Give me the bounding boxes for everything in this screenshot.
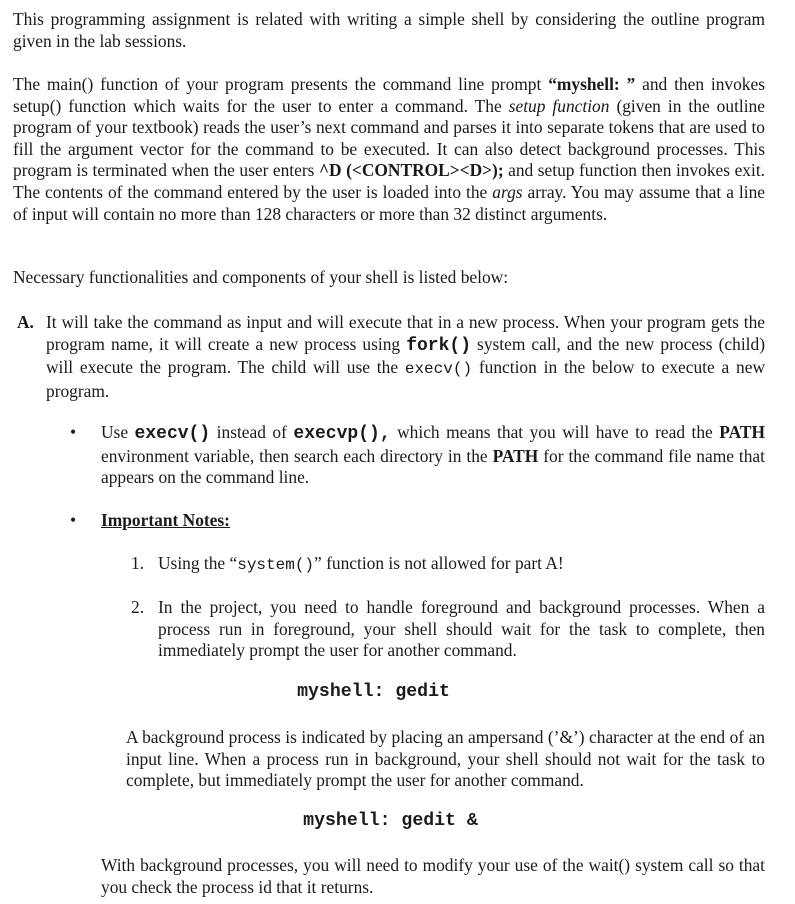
section-a-text-3: function in the below to execute a new program. bbox=[46, 357, 766, 401]
bullet-execv-text bbox=[101, 422, 765, 489]
execv-code-inline: execv() bbox=[404, 360, 473, 379]
main-text-4: and setup function then invokes exit. The contents of the command entered by the user is loaded into the bbox=[13, 160, 765, 202]
necessary-components-paragraph: Necessary functionalities and components of your shell is listed below: bbox=[13, 267, 509, 287]
section-a-text-2: system call, and the new process (child) will execute the program. The child will use the bbox=[46, 333, 765, 378]
note1-text-2: ” function is not allowed for part A! bbox=[314, 553, 564, 573]
note-2-number: 2. bbox=[131, 597, 145, 617]
section-a-text bbox=[46, 312, 765, 402]
bullet1-text-1: Use bbox=[101, 422, 135, 442]
bullet1-text-2: instead of bbox=[210, 422, 294, 442]
bullet1-text-4: environment variable, then search each directory in the bbox=[101, 445, 493, 466]
execv-code: execv() bbox=[134, 424, 211, 444]
bullet-execv bbox=[70, 422, 765, 489]
bullet1-text-3: which means that you will have to read the bbox=[390, 422, 720, 442]
important-notes-heading: Important Notes: bbox=[101, 510, 230, 530]
note-1-number: 1. bbox=[131, 553, 145, 573]
setup-function-text: setup function bbox=[508, 95, 610, 116]
myshell-prompt-text: “myshell: ” bbox=[548, 74, 636, 94]
args-text: args bbox=[492, 181, 523, 202]
section-a-label: A. bbox=[17, 312, 34, 332]
system-code: system() bbox=[237, 556, 315, 574]
path-text-1: PATH bbox=[719, 422, 765, 442]
note-1-text bbox=[158, 553, 765, 577]
note-1 bbox=[131, 553, 765, 577]
bullet-important-notes bbox=[70, 510, 765, 532]
main-text-1: The main() function of your program presents the command line prompt bbox=[13, 74, 549, 94]
ctrl-d-text: ^D (<CONTROL><D>); bbox=[318, 160, 504, 181]
bullet1-text-5: for the command file name that appears on the command line. bbox=[101, 445, 765, 488]
foreground-command-example: myshell: gedit bbox=[297, 682, 450, 702]
main-description-paragraph bbox=[13, 74, 765, 225]
background-process-paragraph: A background process is indicated by placing an ampersand (’&’) character at the end of an input line. When a process run in background, your shell should not wait for the task to complete, but immediately prompt the user for another command. bbox=[126, 727, 765, 791]
bullet-dot-1: • bbox=[70, 422, 77, 442]
main-text-3: (given in the outline program of your textbook) reads the user’s next command and parses it into separate tokens that are used to fill the argument vector for the command to be executed. It can also detect background processes. This program is terminated when the user enters bbox=[13, 95, 765, 181]
wait-system-call-paragraph: With background processes, you will need to modify your use of the wait() system call so that you check the process id that it returns. bbox=[101, 855, 765, 897]
fork-code: fork() bbox=[406, 335, 471, 356]
note-2-text: In the project, you need to handle foreground and background processes. When a process run in foreground, your shell should wait for the task to complete, then immediately prompt the user for another command. bbox=[158, 597, 765, 661]
main-text-2: and then invokes setup() function which waits for the user to enter a command. The bbox=[13, 74, 765, 116]
background-command-example: myshell: gedit & bbox=[303, 811, 478, 831]
section-a-text-1: It will take the command as input and will execute that in a new process. When your program gets the program name, it will create a new process using bbox=[46, 312, 765, 354]
section-a bbox=[13, 312, 765, 402]
note1-text-1: Using the “ bbox=[158, 553, 238, 573]
note-2 bbox=[131, 597, 765, 662]
main-text-5: array. You may assume that a line of input will contain no more than 128 characters or more than 32 distinct arguments. bbox=[13, 181, 765, 224]
bullet-dot-2: • bbox=[70, 510, 77, 530]
intro-paragraph: This programming assignment is related with writing a simple shell by considering the outline program given in the lab sessions. bbox=[13, 9, 765, 51]
path-text-2: PATH bbox=[492, 445, 539, 466]
execvp-code: execvp(), bbox=[293, 424, 391, 444]
